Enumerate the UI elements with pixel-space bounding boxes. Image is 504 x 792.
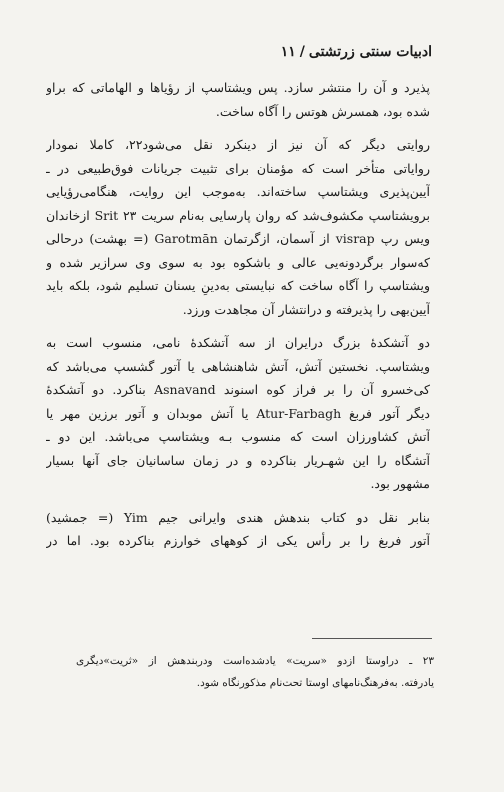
text-line: ویشتاسپ. نخستین آتش، آتش شاهنشاهی یا آتور گشسپ می‌باشد که <box>46 358 430 374</box>
paragraph-1 <box>46 76 430 123</box>
text-line: پذیرد و آن را منتشر سازد. پس ویشتاسپ از رؤیاها و الهاماتی که براو <box>46 80 430 95</box>
running-head-title: ادبیات سنتی زرتشتی <box>308 44 432 60</box>
text-line: ویشتاسپ را آگاه ساخت که نبایستی به‌دینِ یسنان تسلیم شود، بلکه باید <box>46 278 430 293</box>
running-head-separator: / <box>299 44 305 60</box>
footnotes <box>76 650 434 694</box>
footnote-line: ۲۳ ـ دراوستا ازدو «سریت» یادشده‌است ودربندهش از «ثریت»دیگری <box>76 655 434 667</box>
text-line: آتور فربغ را بر رأس یکی از کوههای خوارزم بناکرده بود. اما در <box>46 533 430 548</box>
paragraph-2 <box>46 133 430 321</box>
text-line: دیگر آتور فربغ Atur-Farbagh یا آتش موبدان و آتور برزین مهر یا <box>46 405 430 421</box>
text-line: روایاتی متأخر است که مؤمنان برای تثبیت جریانات فوق‌طبیعی در ـ <box>46 160 430 176</box>
text-line: روایتی دیگر که آن نیز از دینکرد نقل می‌شود۲۲، کاملا نمودار <box>46 137 430 152</box>
running-head <box>281 44 432 60</box>
text-line: بنابر نقل دو کتاب بندهش هندی وایرانی جیم Yim (= جمشید) <box>46 509 430 525</box>
text-line: دو آتشکدهٔ بزرگ درایران از سه آتشکدهٔ نامی، منسوب است به <box>46 335 430 350</box>
text-line: مشهور بود. <box>370 476 430 491</box>
text-line: ویس رپ visrap از آسمان، ازگرتمان Garotmān (= بهشت) درحالی <box>46 231 430 246</box>
page-number: ۱۱ <box>280 44 296 60</box>
footnote-rule <box>312 638 432 639</box>
text-line: کی‌خسرو آن را بر فراز کوه اسنوند Asnavand بناکرد. دو آتشکدهٔ <box>46 382 430 397</box>
text-line: آیین‌پذیری ویشتاسپ ساخته‌اند. به‌موجب این روایت، هنگامی‌رؤیایی <box>46 184 430 199</box>
text-line: آتش کشاورزان است که منسوب بـه ویشتاسپ می‌باشد. این دو ـ <box>46 429 430 444</box>
body-text <box>46 76 430 563</box>
text-line: آیین‌بهی را پذیرفته و درانتشار آن مجاهدت ورزد. <box>182 301 430 317</box>
text-line: برویشتاسپ مکشوف‌شد که روان پارسایی به‌نام سریت Srit ۲۳ ازخاندان <box>46 207 430 223</box>
footnote-line: یادرفته. به‌فرهنگ‌نامهای اوستا تحت‌نام مذکورنگاه شود. <box>196 677 434 689</box>
paragraph-4 <box>46 506 430 553</box>
paragraph-3 <box>46 331 430 496</box>
text-line: که‌سوار برگردونه‌یی عالی و باشکوه بود به سوی وی سرازیر شده و <box>46 254 430 270</box>
text-line: شده بود، همسرش هوتس را آگاه ساخت. <box>215 103 430 119</box>
text-line: آتشگاه را این شهـریار بناکرده و در زمان ساسانیان جای آنها بسیار <box>46 452 430 468</box>
